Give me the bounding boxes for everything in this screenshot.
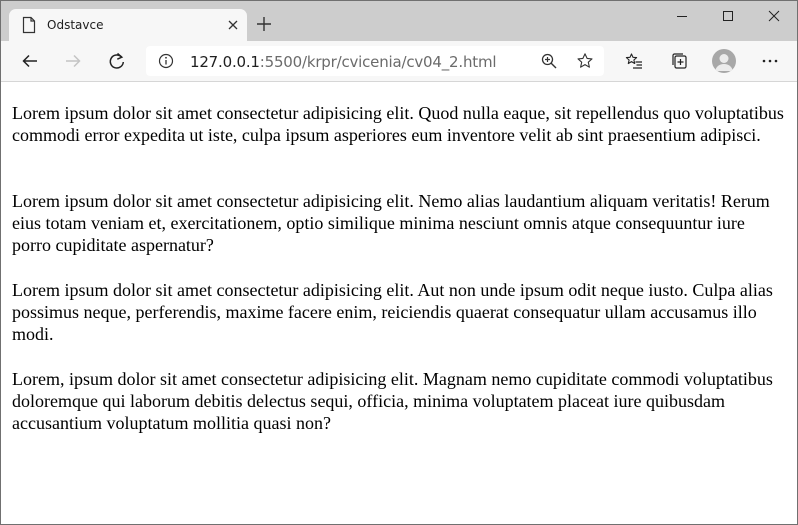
back-arrow-icon	[21, 52, 39, 70]
tab-strip	[1, 1, 797, 41]
maximize-icon	[722, 10, 734, 22]
more-options-icon	[761, 52, 779, 70]
address-bar[interactable]	[146, 46, 604, 76]
paragraph-1: Lorem ipsum dolor sit amet consectetur adipisicing elit. Quod nulla eaque, sit repellendus quo voluptatibus commodi error expedita ut iste, culpa ipsum asperiores eum inventore velit ab sint praesentium adipisci.	[12, 103, 784, 145]
profile-avatar[interactable]	[712, 49, 736, 73]
toolbar	[1, 41, 797, 82]
minimize-button[interactable]	[659, 1, 705, 31]
paragraph-3: Lorem ipsum dolor sit amet consectetur adipisicing elit. Aut non unde ipsum odit neque iusto. Culpa alias possimus neque, perferendis, maxime facere enim, reiciendis quaerat consequatur ullam accusamus illo modi.	[12, 280, 773, 344]
reload-icon	[108, 52, 126, 70]
paragraph-2: Lorem ipsum dolor sit amet consectetur adipisicing elit. Nemo alias laudantium aliquam veritatis! Rerum eius totam veniam et, exercitationem, optio similique minima nesciunt omnis atque consequuntur iure porro cupiditate aspernatur?	[12, 191, 770, 255]
close-tab-icon[interactable]	[225, 17, 241, 33]
info-icon[interactable]	[158, 53, 174, 69]
page-content	[1, 82, 797, 524]
tab-odstavce[interactable]	[9, 9, 247, 41]
zoom-icon[interactable]	[540, 52, 558, 70]
minimize-icon	[676, 10, 688, 22]
new-tab-icon[interactable]	[255, 15, 273, 33]
paragraph-4: Lorem, ipsum dolor sit amet consectetur adipisicing elit. Magnam nemo cupiditate commodi voluptatibus doloremque qui laborum debitis delectus sequi, officia, minima voluptatem placeat iure quibusdam accusantium voluptatum mollitia quasi non?	[12, 369, 773, 433]
close-window-button[interactable]	[751, 1, 797, 31]
tab-title: Odstavce	[47, 18, 104, 32]
user-icon	[712, 49, 736, 73]
back-button[interactable]	[16, 47, 44, 75]
url-host: 127.0.0.1	[190, 53, 260, 71]
forward-button[interactable]	[59, 47, 87, 75]
menu-button[interactable]	[756, 47, 784, 75]
favorites-button[interactable]	[620, 47, 648, 75]
url-text[interactable]	[190, 53, 496, 71]
favorite-star-icon[interactable]	[576, 52, 594, 70]
page-icon	[21, 16, 37, 34]
forward-arrow-icon	[64, 52, 82, 70]
url-path: :5500/krpr/cvicenia/cv04_2.html	[259, 53, 497, 71]
collections-icon	[670, 52, 688, 70]
maximize-button[interactable]	[705, 1, 751, 31]
reload-button[interactable]	[103, 47, 131, 75]
favorites-list-icon	[625, 52, 643, 70]
collections-button[interactable]	[665, 47, 693, 75]
close-icon	[768, 10, 780, 22]
